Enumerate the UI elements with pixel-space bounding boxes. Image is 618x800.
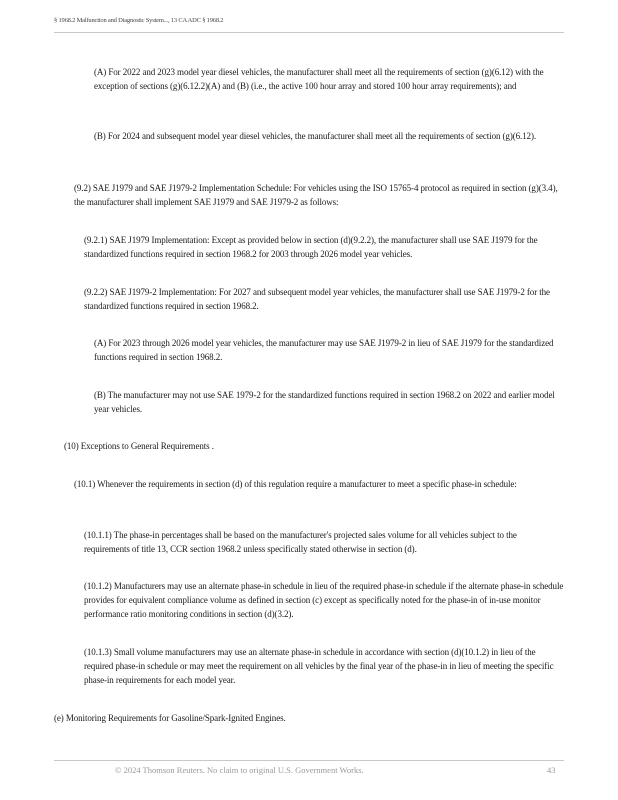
paragraph-d-10: (10) Exceptions to General Requirements . [64,441,214,451]
paragraph-d-9-1-2-B: (B) For 2024 and subsequent model year diesel vehicles, the manufacturer shall meet all the requirements of section (g)(6.12). [94,131,537,141]
paragraph-d-9-2-2-B: (B) The manufacturer may not use SAE 1979-2 for the standardized functions required in section 1968.2 on 2022 and earlier model year vehicles. [94,390,555,414]
page-number: 43 [547,765,556,775]
paragraph-d-10-1-1: (10.1.1) The phase-in percentages shall be based on the manufacturer's projected sales volume for all vehicles subject to the requirements of title 13, CCR section 1968.2 unless specifically stated otherwise in section (d). [84,530,517,554]
paragraph-d-10-1-3: (10.1.3) Small volume manufacturers may use an alternate phase-in schedule in accordance with section (d)(10.1.2) in lieu of the required phase-in schedule or may meet the requirement on all vehicles by the final year of the phase-in in lieu of meeting the specific phase-in requirements for each model year. [84,647,554,685]
footer-copyright: © 2024 Thomson Reuters. No claim to original U.S. Government Works. [115,765,364,775]
paragraph-d-9-2-1: (9.2.1) SAE J1979 Implementation: Except as provided below in section (d)(9.2.2), the manufacturer shall use SAE J1979 for the standardized functions required in section 1968.2 for 2003 through 2026 model year vehicles. [84,235,538,259]
paragraph-d-9-2: (9.2) SAE J1979 and SAE J1979-2 Implementation Schedule: For vehicles using the ISO 15765-4 protocol as required in section (g)(3.4), the manufacturer shall implement SAE J1979 and SAE J1979-2 as follows: [74,183,558,207]
paragraph-d-9-1-2-A: (A) For 2022 and 2023 model year diesel vehicles, the manufacturer shall meet all the requirements of section (g)(6.12) with the exception of sections (g)(6.12.2)(A) and (B) (i.e., the active 100 hour array and stored 100 hour array requirements); and [94,67,544,91]
paragraph-d-9-2-2-A: (A) For 2023 through 2026 model year vehicles, the manufacturer may use SAE J1979-2 in lieu of SAE J1979 for the standardized functions required in section 1968.2. [94,338,554,362]
header-rule [54,32,564,33]
footer-rule [54,760,564,761]
paragraph-d-10-1: (10.1) Whenever the requirements in section (d) of this regulation require a manufacturer to meet a specific phase-in schedule: [74,479,517,489]
paragraph-e: (e) Monitoring Requirements for Gasoline/Spark-Ignited Engines. [54,713,286,723]
paragraph-d-9-2-2: (9.2.2) SAE J1979-2 Implementation: For 2027 and subsequent model year vehicles, the manufacturer shall use SAE J1979-2 for the standardized functions required in section 1968.2. [84,287,550,311]
paragraph-d-10-1-2: (10.1.2) Manufacturers may use an alternate phase-in schedule in lieu of the required phase-in schedule if the alternate phase-in schedule provides for equivalent compliance volume as defined in section (c) except as specifically noted for the phase-in of in-use monitor performance ratio monitoring conditions in section (d)(3.2). [84,581,564,619]
running-header: § 1968.2 Malfunction and Diagnostic System..., 13 CA ADC § 1968.2 [54,17,224,24]
